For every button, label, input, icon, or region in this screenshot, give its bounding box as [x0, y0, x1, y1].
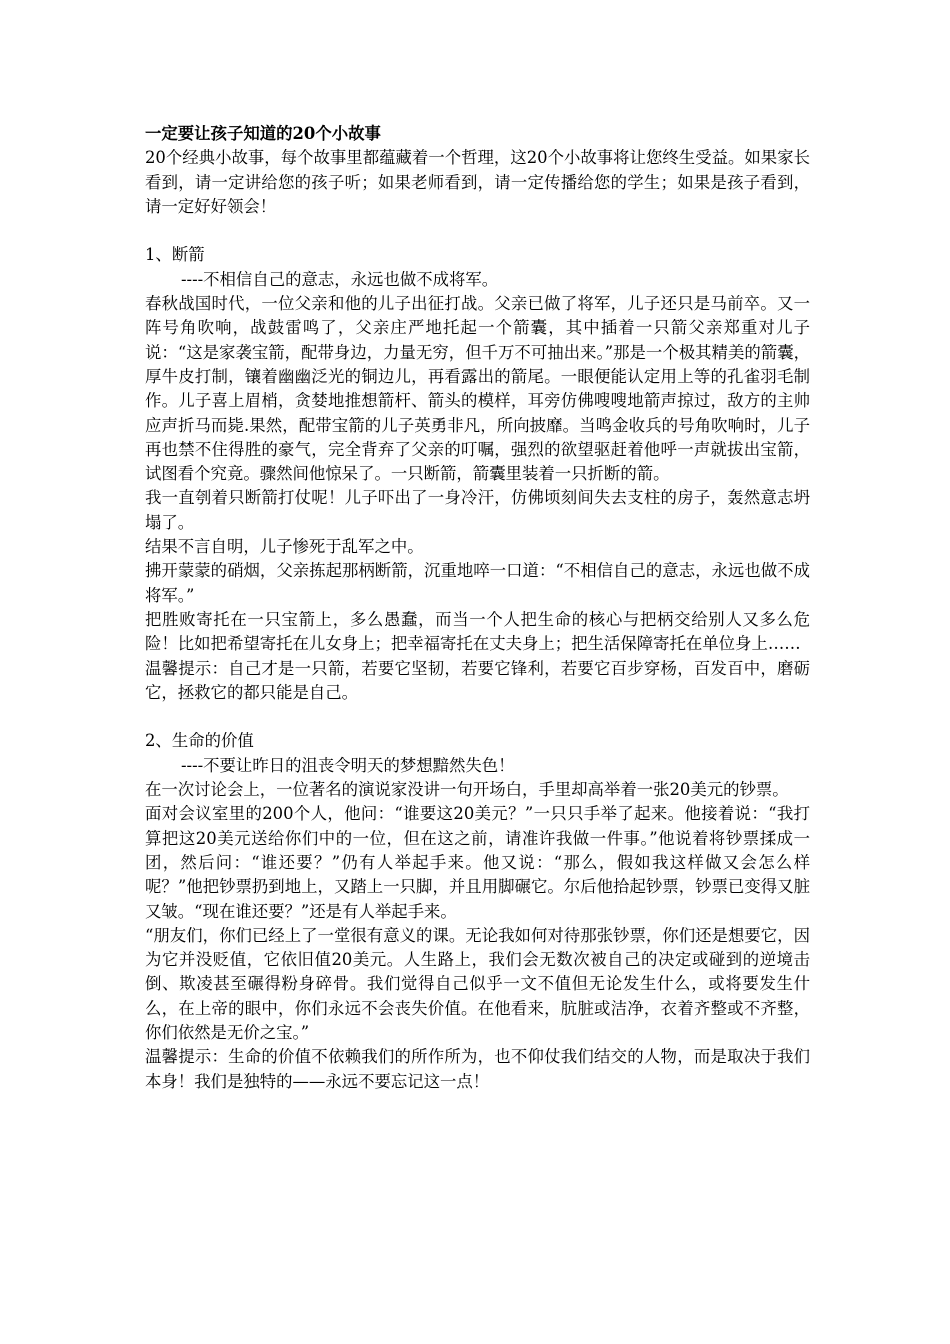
story-paragraph: 春秋战国时代，一位父亲和他的儿子出征打战。父亲已做了将军，儿子还只是马前卒。又一阵号角吹响，战鼓雷鸣了，父亲庄严地托起一个箭囊，其中插着一只箭父亲郑重对儿子说：“这是家袭宝箭，配带身边，力量无穷，但千万不可抽出来。”那是一个极其精美的箭囊，厚牛皮打制，镶着幽幽泛光的铜边儿，再看露出的箭尾。一眼便能认定用上等的孔雀羽毛制作。儿子喜上眉梢，贪婪地推想箭杆、箭头的模样，耳旁仿佛嗖嗖地箭声掠过，敌方的主帅应声折马而毙.果然，配带宝箭的儿子英勇非凡，所向披靡。当鸣金收兵的号角吹响时，儿子再也禁不住得胜的豪气，完全背弃了父亲的叮嘱，强烈的欲望驱赶着他呼一声就拔出宝箭，试图看个究竟。骤然间他惊呆了。一只断箭，箭囊里装着一只折断的箭。	[145, 294, 810, 484]
story-paragraph: 面对会议室里的200个人，他问：“谁要这20美元？”一只只手举了起来。他接着说：“我打算把这20美元送给你们中的一位，但在这之前，请准许我做一件事。”他说着将钞票揉成一团，然后问：“谁还要？”仍有人举起手来。他又说：“那么，假如我这样做又会怎么样呢？”他把钞票扔到地上，又踏上一只脚，并且用脚碾它。尔后他拾起钞票，钞票已变得又脏又皱。“现在谁还要？”还是有人举起手来。	[145, 804, 810, 921]
story-paragraph: 我一直刳着只断箭打仗呢！儿子吓出了一身冷汗，仿佛顷刻间失去支柱的房子，轰然意志坍塌了。	[145, 488, 810, 532]
story-section	[145, 243, 810, 705]
story-tip: 温馨提示：自己才是一只箭，若要它坚韧，若要它锋利，若要它百步穿杨，百发百中，磨砺它，拯救它的都只能是自己。	[145, 658, 810, 702]
blank-line	[145, 219, 810, 243]
intro-paragraph: 20个经典小故事，每个故事里都蕴藏着一个哲理，这20个小故事将让您终生受益。如果家长看到，请一定讲给您的孩子听；如果老师看到，请一定传播给您的学生；如果是孩子看到，请一定好好领会！	[145, 148, 810, 216]
story-section	[145, 729, 810, 1093]
story-paragraph: 在一次讨论会上，一位著名的演说家没讲一句开场白，手里却高举着一张20美元的钞票。	[145, 780, 789, 800]
document-page	[145, 122, 810, 1094]
blank-line	[145, 705, 810, 729]
story-paragraph: “朋友们，你们已经上了一堂很有意义的课。无论我如何对待那张钞票，你们还是想要它，因为它并没贬值，它依旧值20美元。人生路上，我们会无数次被自己的决定或碰到的逆境击倒、欺凌甚至碾得粉身碎骨。我们觉得自己似乎一文不值但无论发生什么，或将要发生什么，在上帝的眼中，你们永远不会丧失价值。在他看来，肮脏或洁净，衣着齐整或不齐整，你们依然是无价之宝。”	[145, 925, 810, 1042]
story-heading: 1、断箭	[145, 245, 205, 265]
story-paragraph: 结果不言自明，儿子惨死于乱军之中。	[145, 537, 424, 557]
story-heading: 2、生命的价值	[145, 731, 254, 751]
story-paragraph: 把胜败寄托在一只宝箭上，多么愚蠢，而当一个人把生命的核心与把柄交给别人又多么危险！比如把希望寄托在儿女身上；把幸福寄托在丈夫身上；把生活保障寄托在单位身上……	[145, 609, 810, 654]
document-title: 一定要让孩子知道的20个小故事	[145, 124, 381, 143]
story-motto: ----不要让昨日的沮丧令明天的梦想黯然失色！	[181, 755, 515, 775]
story-paragraph: 拂开蒙蒙的硝烟，父亲拣起那柄断箭，沉重地啐一口道：“不相信自己的意志，永远也做不成将军。”	[145, 561, 810, 605]
story-motto: ----不相信自己的意志，永远也做不成将军。	[181, 269, 499, 289]
story-tip: 温馨提示：生命的价值不依赖我们的所作所为，也不仰仗我们结交的人物，而是取决于我们本身！我们是独特的——永远不要忘记这一点！	[145, 1047, 810, 1091]
